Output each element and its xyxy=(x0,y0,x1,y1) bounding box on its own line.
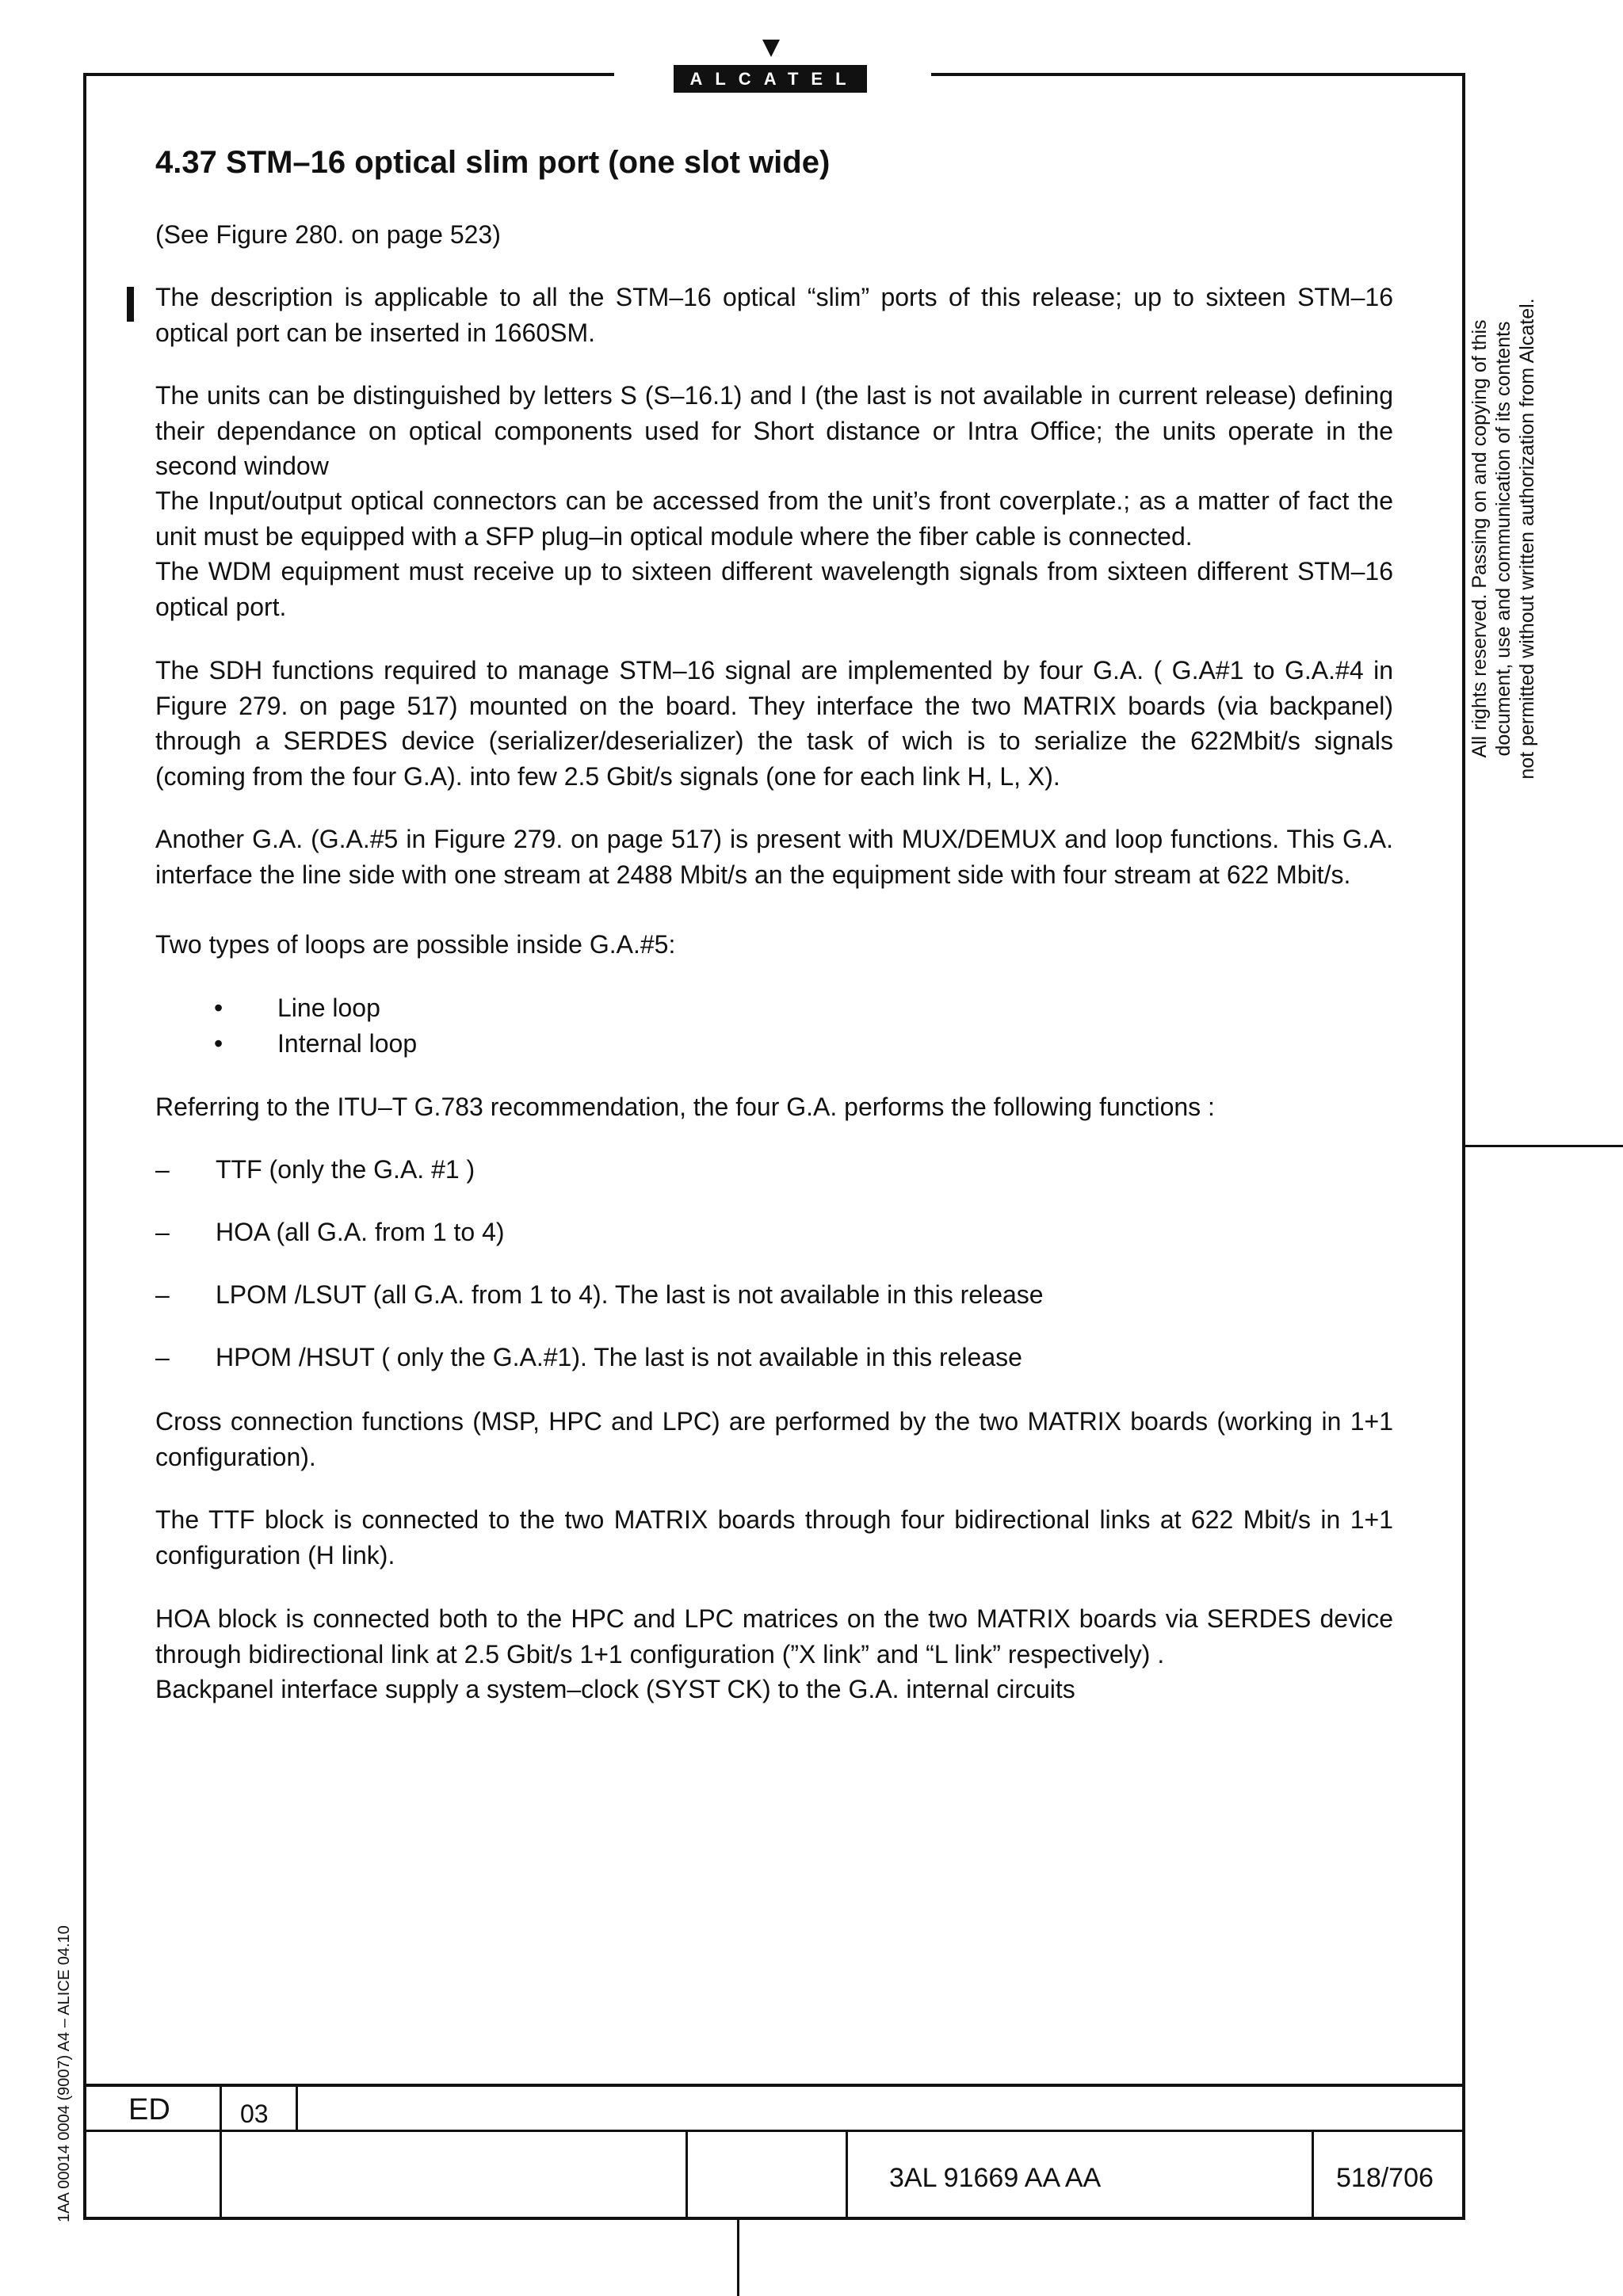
form-code: 1AA 00014 0004 (9007) A4 – ALICE 04.10 xyxy=(55,1925,73,2222)
paragraph-cross-connection: Cross connection functions (MSP, HPC and LPC) are performed by the two MATRIX boards (working in 1+1 configuration). xyxy=(155,1407,1393,1471)
copyright-line-3: not permitted without written authorization from Alcatel. xyxy=(1516,298,1538,780)
frame-top-right xyxy=(931,73,1465,76)
paragraph-mux-demux: Another G.A. (G.A.#5 in Figure 279. on page 517) is present with MUX/DEMUX and loop functions. This G.A. interface the line side with one stream at 2488 Mbit/s an the equipment side with four stream at 622 Mbit/s. xyxy=(155,825,1393,889)
footer-divider xyxy=(846,2131,848,2218)
bullet-mark: • xyxy=(214,994,223,1022)
paragraph-sdh-functions: The SDH functions required to manage STM–16 signal are implemented by four G.A. ( G.A#1 to G.A.#4 in Figure 279. on page 517) mounted on the board. They interface the two MATRIX boards (via backpanel) through a SERDES device (serializer/deserializer) the task of wich is to serialize the 622Mbit/s signals (coming from the four G.A). into few 2.5 Gbit/s signals (one for each link H, L, X). xyxy=(155,656,1393,791)
copyright-line-1: All rights reserved. Passing on and copying of this xyxy=(1468,319,1491,758)
paragraph-hoa-block: HOA block is connected both to the HPC and LPC matrices on the two MATRIX boards via SERDES device through bidirectional link at 2.5 Gbit/s 1+1 configuration (”X link” and “L link” respectively) . xyxy=(155,1604,1393,1669)
footer-doc-number: 3AL 91669 AA AA xyxy=(889,2163,1102,2193)
margin-tick xyxy=(1465,1145,1623,1147)
section-heading: 4.37 STM–16 optical slim port (one slot wide) xyxy=(155,145,831,180)
paragraph-ttf-block: The TTF block is connected to the two MATRIX boards through four bidirectional links at 622 Mbit/s in 1+1 configuration (H link). xyxy=(155,1505,1393,1569)
dash-mark: – xyxy=(155,1218,170,1246)
alcatel-logo-arrow-icon xyxy=(762,40,780,57)
footer-page-number: 518/706 xyxy=(1336,2163,1434,2193)
paragraph-applicability: The description is applicable to all the STM–16 optical “slim” ports of this release; up to sixteen STM–16 optical port can be inserted in 1660SM. xyxy=(155,283,1393,347)
list-item-text: Internal loop xyxy=(277,1029,418,1058)
change-bar xyxy=(127,287,134,322)
bottom-tick xyxy=(737,2218,739,2296)
footer-divider xyxy=(220,2085,222,2218)
bullet-mark: • xyxy=(214,1029,223,1058)
dash-mark: – xyxy=(155,1155,170,1184)
footer-mid-rule xyxy=(83,2130,1465,2132)
frame-top-left xyxy=(83,73,614,76)
footer-ed-label: ED xyxy=(128,2093,170,2126)
paragraph-loop-types: Two types of loops are possible inside G.A.#5: xyxy=(155,930,676,959)
paragraph-connectors: The Input/output optical connectors can be accessed from the unit’s front coverplate.; as a matter of fact the unit must be equipped with a SFP plug–in optical module where the fiber cable is connected. xyxy=(155,486,1393,551)
list-item-text: HPOM /HSUT ( only the G.A.#1). The last is not available in this release xyxy=(216,1343,1022,1371)
paragraph-itu-reference: Referring to the ITU–T G.783 recommendation, the four G.A. performs the following functions : xyxy=(155,1093,1215,1121)
paragraph-wdm: The WDM equipment must receive up to sixteen different wavelength signals from sixteen different STM–16 optical port. xyxy=(155,557,1393,621)
dash-mark: – xyxy=(155,1343,170,1371)
list-item-text: HOA (all G.A. from 1 to 4) xyxy=(216,1218,505,1246)
footer-top-rule xyxy=(83,2084,1465,2087)
list-item-text: Line loop xyxy=(277,994,380,1022)
paragraph-unit-letters: The units can be distinguished by letters S (S–16.1) and I (the last is not available in current release) defining their dependance on optical components used for Short distance or Intra Office; the units operate in the second window xyxy=(155,381,1393,480)
dash-mark: – xyxy=(155,1280,170,1309)
footer-divider xyxy=(296,2085,298,2131)
footer-divider xyxy=(685,2131,688,2218)
see-figure-reference: (See Figure 280. on page 523) xyxy=(155,220,501,249)
copyright-line-2: document, use and communication of its contents xyxy=(1492,321,1514,757)
footer-divider xyxy=(1312,2131,1314,2218)
copyright-note xyxy=(1468,277,1555,800)
list-item-text: LPOM /LSUT (all G.A. from 1 to 4). The last is not available in this release xyxy=(216,1280,1044,1309)
frame-left xyxy=(83,73,86,2220)
footer-ed-value: 03 xyxy=(240,2100,269,2128)
frame-bottom xyxy=(83,2217,1465,2220)
list-item-text: TTF (only the G.A. #1 ) xyxy=(216,1155,475,1184)
paragraph-backpanel: Backpanel interface supply a system–clock (SYST CK) to the G.A. internal circuits xyxy=(155,1675,1075,1703)
alcatel-logo: ALCATEL xyxy=(674,65,867,93)
